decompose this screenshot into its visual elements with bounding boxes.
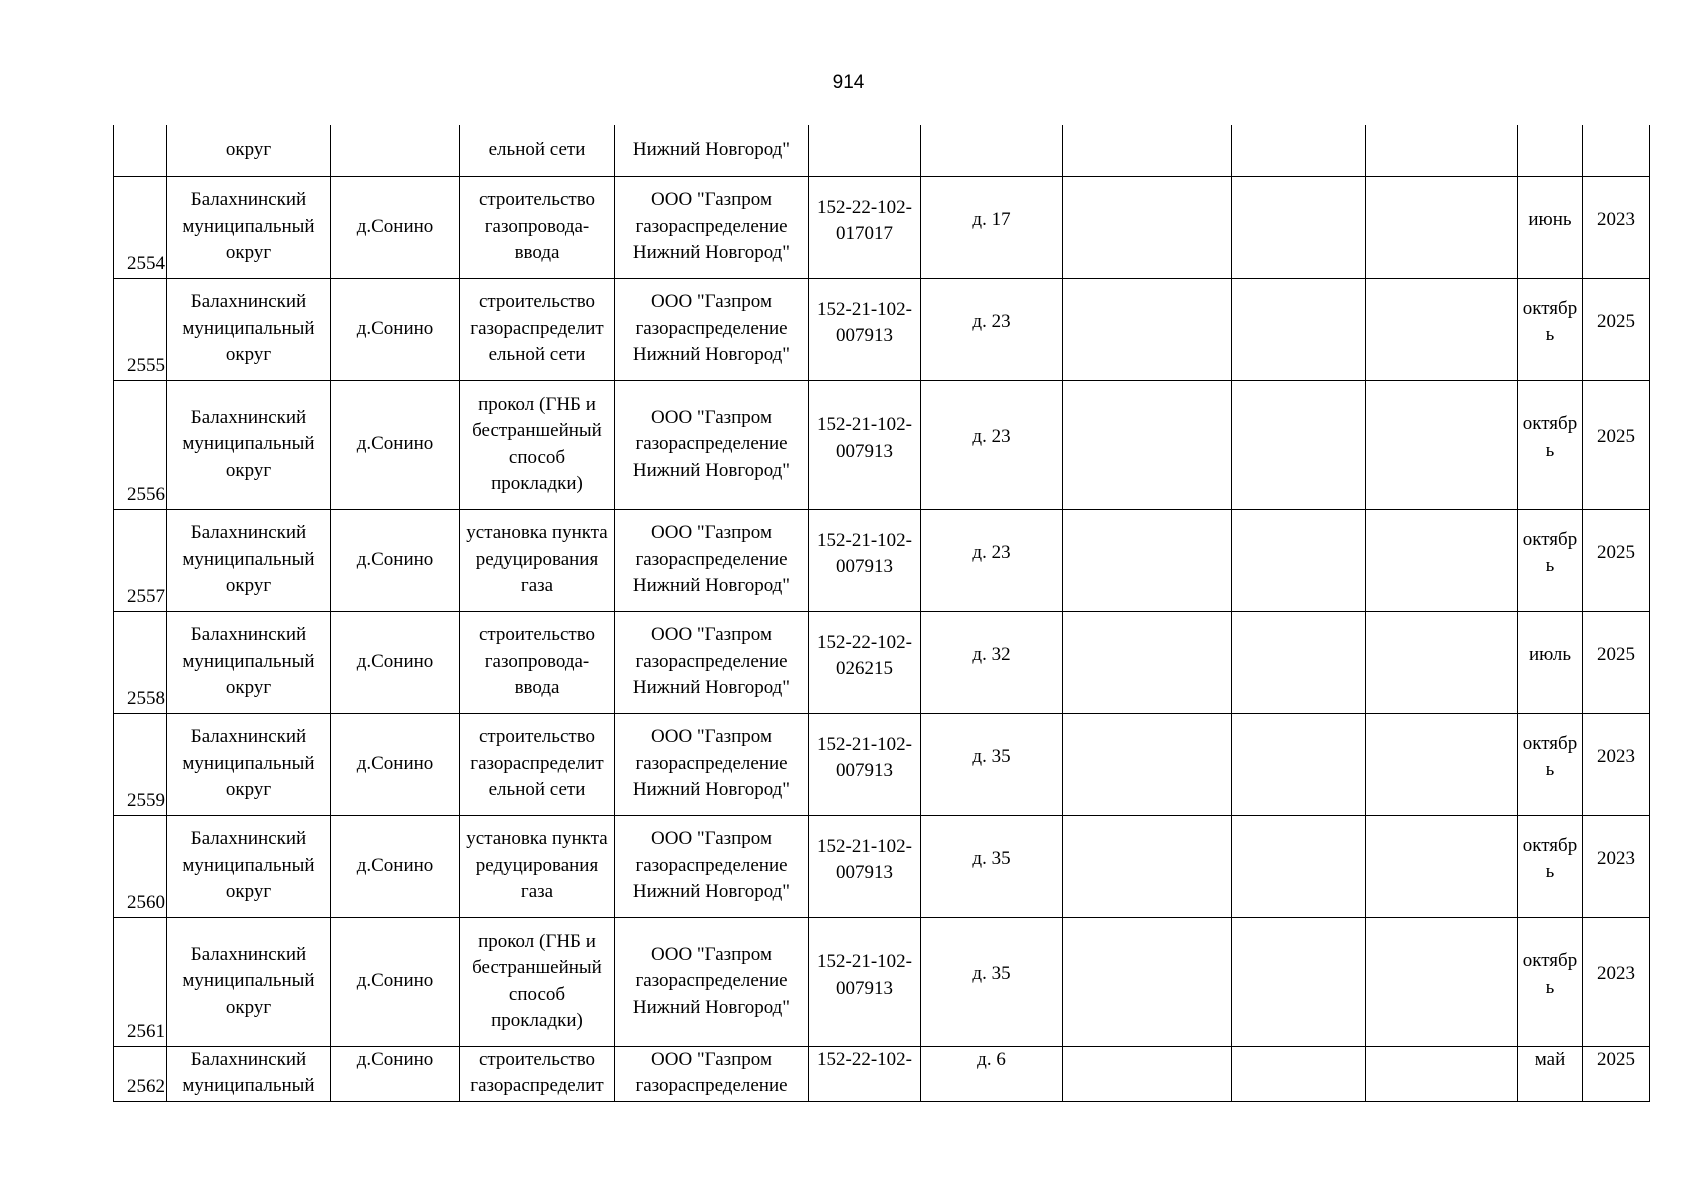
district-cell-line: Балахнинский [190, 726, 307, 748]
empty-cell [1232, 380, 1366, 509]
work-type-cell [460, 713, 615, 815]
month-cell-line: ь [1545, 976, 1555, 998]
settlement-cell: д.Сонино [331, 611, 460, 713]
year-cell: 2023 [1583, 917, 1650, 1046]
month-cell-line: ь [1545, 555, 1555, 576]
cadastral-code-cell-line: 007913 [836, 440, 893, 462]
house-cell: д. 35 [921, 917, 1063, 1046]
year-cell: 2025 [1583, 611, 1650, 713]
year-cell: 2025 [1583, 278, 1650, 380]
row-number: 2562 [114, 1046, 167, 1101]
work-type-cell-line: ельной сети [488, 779, 586, 801]
month-cell-line: октябр [1522, 834, 1578, 856]
organization-cell-line: Нижний Новгород" [632, 996, 791, 1018]
empty-cell [1232, 917, 1366, 1046]
house-cell: д. 23 [921, 380, 1063, 509]
settlement-cell: д.Сонино [331, 176, 460, 278]
district-cell-line: округ [225, 779, 272, 801]
district-cell-line: муниципальный [182, 650, 315, 672]
district-cell-line: округ [225, 242, 272, 264]
house-cell: д. 32 [921, 611, 1063, 713]
district-cell-line: Балахнинский [190, 522, 307, 544]
district-cell-line: Балахнинский [190, 828, 307, 850]
organization-cell-line: ООО "Газпром [651, 522, 772, 544]
cadastral-code-cell-line: 007913 [836, 325, 893, 346]
month-cell-line: ь [1545, 324, 1555, 345]
empty-cell [1366, 125, 1518, 176]
work-type-cell-line: ельной сети [488, 344, 586, 366]
year-cell [1583, 125, 1650, 176]
organization-cell-line: газораспределение [635, 1075, 788, 1096]
organization-cell-line: ООО "Газпром [651, 624, 772, 646]
row-number: 2559 [114, 713, 167, 815]
organization-cell-line: Нижний Новгород" [632, 881, 791, 903]
settlement-cell: д.Сонино [331, 380, 460, 509]
work-type-cell-line: прокладки) [491, 473, 583, 494]
organization-cell [615, 917, 809, 1046]
settlement-cell: д.Сонино [331, 1046, 460, 1101]
cadastral-code-cell-line: 007913 [836, 556, 893, 577]
month-cell [1518, 125, 1583, 176]
organization-cell [615, 713, 809, 815]
work-type-cell [460, 815, 615, 917]
work-type-cell-line: ввода [514, 677, 560, 699]
organization-cell [615, 380, 809, 509]
district-cell [167, 176, 331, 278]
district-cell-line: муниципальный [182, 970, 315, 992]
year-cell: 2025 [1583, 509, 1650, 611]
district-cell [167, 278, 331, 380]
district-cell-line: округ [225, 575, 272, 597]
empty-cell [1063, 509, 1232, 611]
month-cell-line: октябр [1522, 297, 1578, 319]
house-cell: д. 17 [921, 176, 1063, 278]
work-type-cell-line: прокладки) [491, 1010, 583, 1031]
row-number: 2555 [114, 278, 167, 380]
organization-cell-line: газораспределение [635, 433, 788, 455]
work-type-cell-line: способ [508, 446, 566, 468]
empty-cell [1232, 815, 1366, 917]
district-cell-line: округ [225, 344, 272, 366]
organization-cell [615, 125, 809, 176]
table-row [114, 176, 1650, 278]
cadastral-code-cell [809, 509, 921, 611]
district-cell-line: округ [225, 881, 272, 903]
month-cell [1518, 278, 1583, 380]
cadastral-code-cell-line: 152-21-102- [817, 529, 912, 551]
empty-cell [1366, 509, 1518, 611]
work-type-cell-line: установка пункта [466, 828, 608, 850]
empty-cell [1366, 278, 1518, 380]
table-row [114, 611, 1650, 713]
organization-cell [615, 611, 809, 713]
year-cell: 2023 [1583, 713, 1650, 815]
empty-cell [1063, 380, 1232, 509]
month-cell-line: октябр [1522, 528, 1578, 550]
organization-cell-line: ООО "Газпром [651, 1048, 772, 1070]
work-type-cell-line: бестраншейный [472, 420, 602, 441]
organization-cell-line: газораспределение [635, 650, 788, 672]
work-type-cell [460, 917, 615, 1046]
empty-cell [1063, 1046, 1232, 1101]
work-type-cell [460, 125, 615, 176]
cadastral-code-cell-line: 007913 [836, 977, 893, 999]
district-cell-line: Балахнинский [190, 406, 307, 428]
row-number: 2557 [114, 509, 167, 611]
work-type-cell-line: строительство [478, 189, 596, 211]
page-number: 914 [832, 72, 865, 93]
settlement-cell: д.Сонино [331, 917, 460, 1046]
organization-cell-line: Нижний Новгород" [632, 575, 791, 597]
organization-cell-line: ООО "Газпром [651, 828, 772, 850]
organization-cell-line: ООО "Газпром [651, 406, 772, 428]
house-cell [921, 125, 1063, 176]
district-cell [167, 815, 331, 917]
month-cell [1518, 380, 1583, 509]
district-cell [167, 1046, 331, 1101]
cadastral-code-cell-line: 152-22-102- [817, 631, 912, 653]
cadastral-code-cell-line: 007913 [836, 760, 893, 781]
district-cell [167, 509, 331, 611]
month-cell [1518, 1046, 1583, 1101]
district-cell-line: Балахнинский [190, 189, 307, 211]
district-cell-line: округ [225, 459, 272, 481]
cadastral-code-cell [809, 278, 921, 380]
month-cell [1518, 176, 1583, 278]
work-type-cell [460, 278, 615, 380]
cadastral-code-cell-line: 007913 [836, 862, 893, 883]
cadastral-code-cell [809, 917, 921, 1046]
settlement-cell [331, 125, 460, 176]
cadastral-code-cell [809, 380, 921, 509]
row-number [114, 125, 167, 176]
organization-cell-line: газораспределение [635, 752, 788, 774]
row-number: 2561 [114, 917, 167, 1046]
table-row [114, 1046, 1650, 1101]
work-type-cell [460, 611, 615, 713]
organization-cell [615, 815, 809, 917]
district-cell-line: муниципальный [182, 752, 315, 774]
work-type-cell-line: ельной сети [488, 139, 586, 160]
cadastral-code-cell [809, 611, 921, 713]
empty-cell [1366, 380, 1518, 509]
empty-cell [1232, 611, 1366, 713]
empty-cell [1232, 278, 1366, 380]
organization-cell [615, 509, 809, 611]
district-cell-line: округ [225, 139, 272, 160]
district-cell-line: муниципальный [182, 1075, 315, 1096]
settlement-cell: д.Сонино [331, 713, 460, 815]
table-row [114, 278, 1650, 380]
empty-cell [1063, 125, 1232, 176]
work-type-cell-line: газа [520, 575, 554, 597]
district-cell-line: Балахнинский [190, 291, 307, 313]
work-type-cell-line: строительство [478, 726, 596, 748]
table-row [114, 815, 1650, 917]
organization-cell-line: Нижний Новгород" [632, 459, 791, 481]
month-cell [1518, 815, 1583, 917]
cadastral-code-cell-line: 017017 [836, 223, 893, 244]
table-row [114, 917, 1650, 1046]
month-cell-line: ь [1545, 439, 1555, 461]
year-cell: 2023 [1583, 176, 1650, 278]
month-cell-line: октябр [1522, 950, 1578, 971]
cadastral-code-cell [809, 125, 921, 176]
empty-cell [1232, 176, 1366, 278]
district-cell-line: округ [225, 996, 272, 1018]
table-row [114, 509, 1650, 611]
work-type-cell-line: газораспределит [470, 752, 604, 774]
empty-cell [1366, 1046, 1518, 1101]
cadastral-code-cell-line: 152-21-102- [817, 835, 912, 857]
data-table [113, 125, 1650, 1102]
organization-cell-line: газораспределение [635, 215, 788, 237]
work-type-cell-line: редуцирования [475, 854, 599, 876]
organization-cell-line: ООО "Газпром [651, 943, 772, 965]
district-cell-line: муниципальный [182, 854, 315, 876]
work-type-cell-line: газопровода- [484, 215, 590, 237]
district-cell-line: Балахнинский [190, 624, 307, 646]
work-type-cell-line: строительство [478, 1048, 596, 1070]
cadastral-code-cell-line: 152-22-102- [817, 1048, 912, 1070]
month-cell-line: ь [1545, 861, 1555, 882]
organization-cell [615, 278, 809, 380]
empty-cell [1366, 713, 1518, 815]
district-cell-line: Балахнинский [190, 1048, 307, 1070]
settlement-cell: д.Сонино [331, 815, 460, 917]
row-number: 2556 [114, 380, 167, 509]
settlement-cell: д.Сонино [331, 509, 460, 611]
work-type-cell-line: газопровода- [484, 650, 590, 672]
district-cell-line: муниципальный [182, 433, 315, 455]
district-cell [167, 611, 331, 713]
month-cell [1518, 713, 1583, 815]
cadastral-code-cell [809, 815, 921, 917]
empty-cell [1063, 278, 1232, 380]
house-cell: д. 23 [921, 509, 1063, 611]
year-cell: 2025 [1583, 1046, 1650, 1101]
work-type-cell-line: газа [520, 881, 554, 903]
organization-cell [615, 1046, 809, 1101]
house-cell: д. 35 [921, 713, 1063, 815]
year-cell: 2025 [1583, 380, 1650, 509]
work-type-cell-line: установка пункта [466, 522, 608, 544]
cadastral-code-cell-line: 152-22-102- [817, 196, 912, 218]
house-cell: д. 6 [921, 1046, 1063, 1101]
work-type-cell-line: ввода [514, 242, 560, 264]
empty-cell [1063, 176, 1232, 278]
organization-cell-line: ООО "Газпром [651, 291, 772, 313]
row-number: 2558 [114, 611, 167, 713]
work-type-cell-line: газораспределит [470, 1075, 604, 1096]
district-cell [167, 917, 331, 1046]
empty-cell [1366, 815, 1518, 917]
district-cell [167, 713, 331, 815]
work-type-cell-line: строительство [478, 291, 596, 313]
cadastral-code-cell-line: 152-21-102- [817, 951, 912, 972]
work-type-cell-line: бестраншейный [472, 957, 602, 978]
organization-cell-line: газораспределение [635, 317, 788, 339]
settlement-cell: д.Сонино [331, 278, 460, 380]
month-cell-line: ь [1545, 759, 1555, 780]
table-row [114, 380, 1650, 509]
district-cell-line: муниципальный [182, 317, 315, 339]
work-type-cell-line: прокол (ГНБ и [478, 393, 596, 415]
organization-cell-line: Нижний Новгород" [632, 677, 791, 699]
row-number: 2554 [114, 176, 167, 278]
work-type-cell-line: строительство [478, 624, 596, 646]
month-cell-line: май [1534, 1048, 1566, 1070]
organization-cell-line: Нижний Новгород" [632, 779, 791, 801]
organization-cell-line: Нижний Новгород" [632, 242, 791, 264]
district-cell-line: муниципальный [182, 215, 315, 237]
work-type-cell-line: газораспределит [470, 317, 604, 339]
empty-cell [1063, 917, 1232, 1046]
empty-cell [1063, 611, 1232, 713]
cadastral-code-cell [809, 713, 921, 815]
month-cell-line: июль [1528, 643, 1572, 665]
cadastral-code-cell-line: 152-21-102- [817, 298, 912, 320]
empty-cell [1232, 125, 1366, 176]
district-cell [167, 380, 331, 509]
district-cell-line: муниципальный [182, 548, 315, 570]
month-cell-line: октябр [1522, 732, 1578, 754]
empty-cell [1232, 509, 1366, 611]
work-type-cell [460, 380, 615, 509]
work-type-cell [460, 509, 615, 611]
empty-cell [1366, 917, 1518, 1046]
organization-cell-line: Нижний Новгород" [632, 139, 791, 160]
cadastral-code-cell [809, 1046, 921, 1101]
work-type-cell-line: прокол (ГНБ и [478, 930, 596, 952]
work-type-cell-line: способ [508, 983, 566, 1005]
empty-cell [1366, 611, 1518, 713]
empty-cell [1232, 1046, 1366, 1101]
cadastral-code-cell-line: 152-21-102- [817, 414, 912, 435]
empty-cell [1063, 815, 1232, 917]
month-cell [1518, 611, 1583, 713]
district-cell-line: округ [225, 677, 272, 699]
organization-cell-line: ООО "Газпром [651, 189, 772, 211]
organization-cell [615, 176, 809, 278]
month-cell [1518, 917, 1583, 1046]
house-cell: д. 23 [921, 278, 1063, 380]
cadastral-code-cell-line: 152-21-102- [817, 733, 912, 755]
work-type-cell [460, 1046, 615, 1101]
empty-cell [1232, 713, 1366, 815]
table-row [114, 125, 1650, 176]
cadastral-code-cell-line: 026215 [836, 658, 893, 679]
table-row [114, 713, 1650, 815]
work-type-cell-line: редуцирования [475, 548, 599, 570]
organization-cell-line: Нижний Новгород" [632, 344, 791, 366]
organization-cell-line: ООО "Газпром [651, 726, 772, 748]
empty-cell [1063, 713, 1232, 815]
month-cell-line: октябр [1522, 413, 1578, 434]
row-number: 2560 [114, 815, 167, 917]
empty-cell [1366, 176, 1518, 278]
house-cell: д. 35 [921, 815, 1063, 917]
district-cell-line: Балахнинский [190, 943, 307, 965]
district-cell [167, 125, 331, 176]
organization-cell-line: газораспределение [635, 548, 788, 570]
year-cell: 2023 [1583, 815, 1650, 917]
cadastral-code-cell [809, 176, 921, 278]
month-cell-line: июнь [1528, 208, 1572, 230]
organization-cell-line: газораспределение [635, 970, 788, 992]
month-cell [1518, 509, 1583, 611]
organization-cell-line: газораспределение [635, 854, 788, 876]
work-type-cell [460, 176, 615, 278]
